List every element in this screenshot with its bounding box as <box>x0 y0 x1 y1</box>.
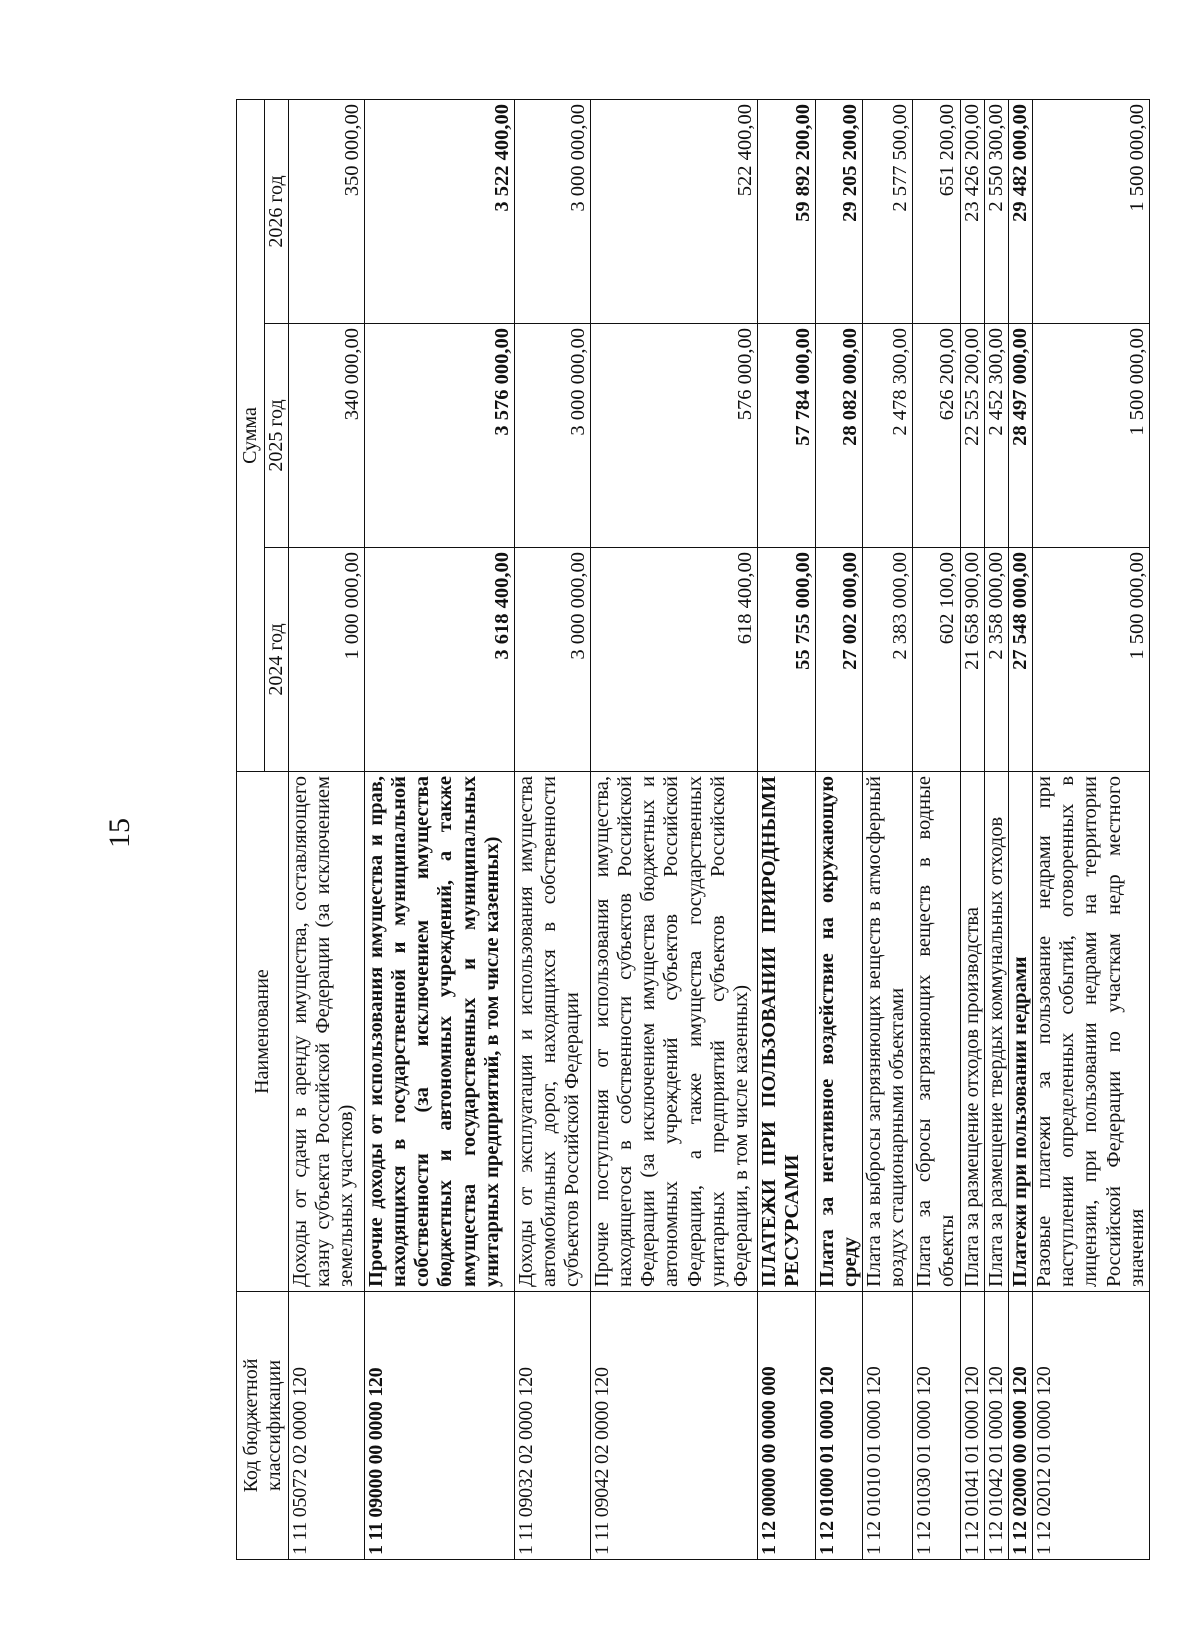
row-name: Прочие поступления от использования имущества, находящегося в собственности субъектов Российской Федерации (за исключением имущества бюджетных и автономных учреждений субъектов Российской Федерации, а также имущества государственных унитарных предприятий субъектов Российской Федерации, в том числе казенных) <box>591 772 758 1292</box>
row-value-2024: 618 400,00 <box>591 548 758 772</box>
row-name: ПЛАТЕЖИ ПРИ ПОЛЬЗОВАНИИ ПРИРОДНЫМИ РЕСУРСАМИ <box>758 772 816 1292</box>
row-value-2024: 21 658 900,00 <box>960 548 984 772</box>
row-code: 1 11 05072 02 0000 120 <box>289 1292 365 1560</box>
row-value-2026: 522 400,00 <box>591 99 758 323</box>
row-value-2024: 3 000 000,00 <box>515 548 591 772</box>
table-row <box>913 99 960 1559</box>
table-row <box>863 99 913 1559</box>
row-value-2026: 23 426 200,00 <box>960 99 984 323</box>
row-value-2025: 1 500 000,00 <box>1033 324 1150 548</box>
row-value-2026: 2 577 500,00 <box>863 99 913 323</box>
row-value-2025: 57 784 000,00 <box>758 324 816 548</box>
row-value-2024: 602 100,00 <box>913 548 960 772</box>
row-value-2024: 3 618 400,00 <box>365 548 515 772</box>
table-row <box>289 99 365 1559</box>
row-code: 1 12 01030 01 0000 120 <box>913 1292 960 1560</box>
row-value-2025: 626 200,00 <box>913 324 960 548</box>
budget-table-container <box>236 100 1148 1560</box>
row-code: 1 12 00000 00 0000 000 <box>758 1292 816 1560</box>
table-row <box>984 99 1008 1559</box>
row-value-2025: 22 525 200,00 <box>960 324 984 548</box>
page-number: 15 <box>103 818 136 848</box>
row-value-2024: 1 500 000,00 <box>1033 548 1150 772</box>
row-code: 1 12 01041 01 0000 120 <box>960 1292 984 1560</box>
row-code: 1 12 01000 01 0000 120 <box>816 1292 863 1560</box>
header-code: Код бюджетной классификации <box>237 1292 289 1560</box>
row-code: 1 12 02000 00 0000 120 <box>1008 1292 1032 1560</box>
row-value-2024: 1 000 000,00 <box>289 548 365 772</box>
row-name: Плата за сбросы загрязняющих веществ в водные объекты <box>913 772 960 1292</box>
table-row <box>591 99 758 1559</box>
row-name: Доходы от эксплуатации и использования имущества автомобильных дорог, находящихся в собственности субъектов Российской Федерации <box>515 772 591 1292</box>
row-value-2026: 2 550 300,00 <box>984 99 1008 323</box>
row-value-2025: 340 000,00 <box>289 324 365 548</box>
header-name: Наименование <box>237 772 289 1292</box>
row-name: Плата за размещение отходов производства <box>960 772 984 1292</box>
row-value-2024: 27 002 000,00 <box>816 548 863 772</box>
row-value-2025: 2 478 300,00 <box>863 324 913 548</box>
row-value-2026: 3 000 000,00 <box>515 99 591 323</box>
row-value-2025: 28 497 000,00 <box>1008 324 1032 548</box>
header-year-2025: 2025 год <box>265 324 289 548</box>
header-year-2024: 2024 год <box>265 548 289 772</box>
row-name: Плата за негативное воздействие на окружающую среду <box>816 772 863 1292</box>
table-row <box>1008 99 1032 1559</box>
budget-table <box>236 99 1150 1560</box>
row-value-2026: 350 000,00 <box>289 99 365 323</box>
row-value-2026: 59 892 200,00 <box>758 99 816 323</box>
table-row <box>515 99 591 1559</box>
row-name: Доходы от сдачи в аренду имущества, составляющего казну субъекта Российской Федерации (за исключением земельных участков) <box>289 772 365 1292</box>
row-name: Плата за размещение твердых коммунальных отходов <box>984 772 1008 1292</box>
row-value-2026: 3 522 400,00 <box>365 99 515 323</box>
table-row <box>960 99 984 1559</box>
row-value-2024: 27 548 000,00 <box>1008 548 1032 772</box>
row-value-2025: 576 000,00 <box>591 324 758 548</box>
row-value-2026: 29 205 200,00 <box>816 99 863 323</box>
row-value-2025: 2 452 300,00 <box>984 324 1008 548</box>
table-row <box>758 99 816 1559</box>
row-value-2026: 29 482 000,00 <box>1008 99 1032 323</box>
row-name: Платежи при пользовании недрами <box>1008 772 1032 1292</box>
table-row <box>365 99 515 1559</box>
row-value-2026: 651 200,00 <box>913 99 960 323</box>
header-year-2026: 2026 год <box>265 99 289 323</box>
row-code: 1 11 09042 02 0000 120 <box>591 1292 758 1560</box>
row-code: 1 12 01010 01 0000 120 <box>863 1292 913 1560</box>
row-name: Прочие доходы от использования имущества и прав, находящихся в государственной и муниципальной собственности (за исключением имущества бюджетных и автономных учреждений, а также имущества государственных и муниципальных унитарных предприятий, в том числе казенных) <box>365 772 515 1292</box>
row-value-2025: 3 576 000,00 <box>365 324 515 548</box>
row-value-2024: 2 383 000,00 <box>863 548 913 772</box>
row-value-2024: 2 358 000,00 <box>984 548 1008 772</box>
row-value-2026: 1 500 000,00 <box>1033 99 1150 323</box>
row-code: 1 11 09000 00 0000 120 <box>365 1292 515 1560</box>
header-sum: Сумма <box>237 99 265 771</box>
row-value-2025: 28 082 000,00 <box>816 324 863 548</box>
table-row <box>816 99 863 1559</box>
row-code: 1 12 02012 01 0000 120 <box>1033 1292 1150 1560</box>
row-name: Разовые платежи за пользование недрами при наступлении определенных событий, оговоренных в лицензии, при пользовании недрами на территории Российской Федерации по участкам недр местного значения <box>1033 772 1150 1292</box>
table-row <box>1033 99 1150 1559</box>
row-value-2024: 55 755 000,00 <box>758 548 816 772</box>
row-code: 1 12 01042 01 0000 120 <box>984 1292 1008 1560</box>
row-name: Плата за выбросы загрязняющих веществ в атмосферный воздух стационарными объектами <box>863 772 913 1292</box>
row-code: 1 11 09032 02 0000 120 <box>515 1292 591 1560</box>
row-value-2025: 3 000 000,00 <box>515 324 591 548</box>
